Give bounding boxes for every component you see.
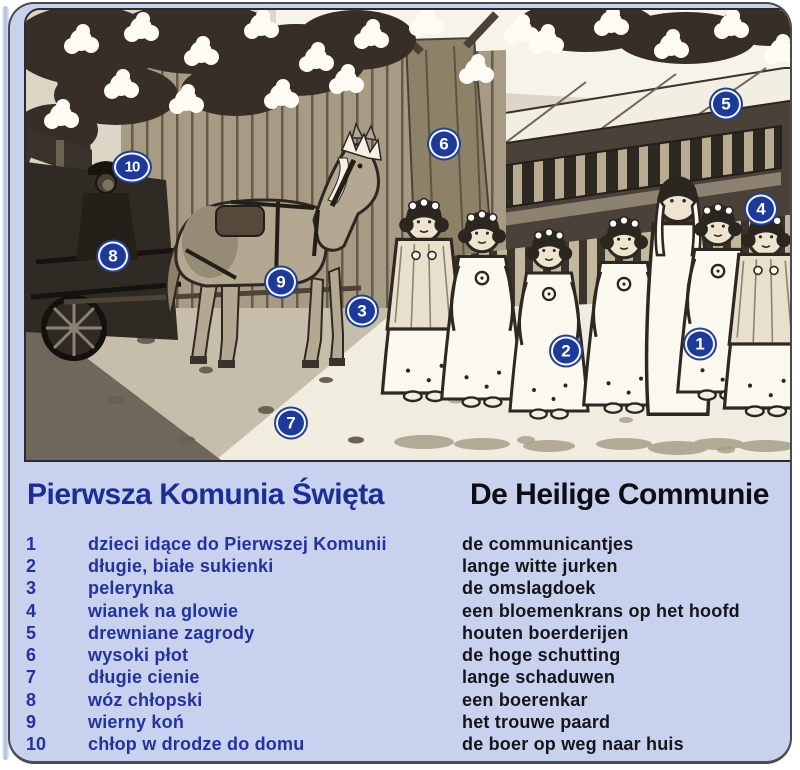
vocab-row [18,555,784,577]
vocab-number: 3 [26,578,37,599]
page-title-polish: Pierwsza Komunia Święta [27,478,384,511]
figure-number-badge [711,90,741,119]
vocab-dutch-term: houten boerderijen [462,622,629,643]
vocab-row [18,711,784,733]
figure-number-badge [98,242,128,271]
figure-number-label: 3 [357,301,367,321]
vocab-polish-term: pelerynka [88,578,174,599]
figure-number-label: 9 [276,272,286,292]
vocab-number: 7 [26,667,37,688]
vocab-number: 10 [26,734,47,755]
vocab-dutch-term: de communicantjes [462,533,634,554]
vocab-dutch-term: de omslagdoek [462,578,596,599]
figure-number-badge [551,337,581,366]
vocab-polish-term: wóz chłopski [88,689,203,710]
vocab-row [18,600,784,622]
figure-number-label: 1 [695,334,705,354]
vocab-number: 2 [26,555,37,576]
vocab-dutch-term: een bloemenkrans op het hoofd [462,600,740,621]
figure-number-badge [685,330,715,359]
vocab-dutch-term: lange schaduwen [462,667,616,688]
vocab-dutch-term: lange witte jurken [462,555,618,576]
figure-number-label: 2 [561,341,571,361]
vocab-polish-term: wianek na glowie [88,600,239,621]
vocab-polish-term: chłop w drodze do domu [88,734,305,755]
title-row [10,478,790,514]
vocab-polish-term: dzieci idące do Pierwszej Komunii [88,533,387,554]
figure-number-label: 6 [439,134,449,154]
figure-number-badge [114,153,150,182]
vocab-dutch-term: de boer op weg naar huis [462,734,684,755]
figure-number-badge [429,130,459,159]
vocab-polish-term: długie cienie [88,667,200,688]
vocab-row [18,734,784,756]
vocab-row [18,578,784,600]
figure-number-badge [347,297,377,326]
figure-number-label: 8 [108,246,118,266]
figure-number-label: 4 [756,199,766,219]
vocab-number: 8 [26,689,37,710]
vocab-polish-term: długie, białe sukienki [88,555,274,576]
figure-number-label: 5 [721,94,731,114]
vocab-dutch-term: een boerenkar [462,689,588,710]
vocab-row [18,533,784,555]
figure-number-badge [276,409,306,438]
vocab-row [18,667,784,689]
page-card [8,2,792,764]
vocab-number: 6 [26,645,37,666]
vocab-row [18,622,784,644]
vocab-polish-term: drewniane zagrody [88,622,255,643]
vocab-number: 9 [26,712,37,733]
figure-number-label: 7 [286,413,296,433]
vocab-polish-term: wysoki płot [88,645,189,666]
figure-number-badge [266,268,296,297]
vocab-number: 1 [26,533,37,554]
badge-layer [26,10,792,460]
vocab-dutch-term: het trouwe paard [462,712,611,733]
vocab-row [18,689,784,711]
vocab-polish-term: wierny koń [88,712,185,733]
communion-scene-illustration [24,8,792,462]
vocab-number: 5 [26,622,37,643]
figure-number-label: 10 [124,158,140,176]
vocab-row [18,644,784,666]
figure-number-badge [746,195,776,224]
page-title-dutch: De Heilige Communie [470,478,769,511]
vocab-list [18,533,784,756]
vocab-number: 4 [26,600,37,621]
vocab-dutch-term: de hoge schutting [462,645,621,666]
